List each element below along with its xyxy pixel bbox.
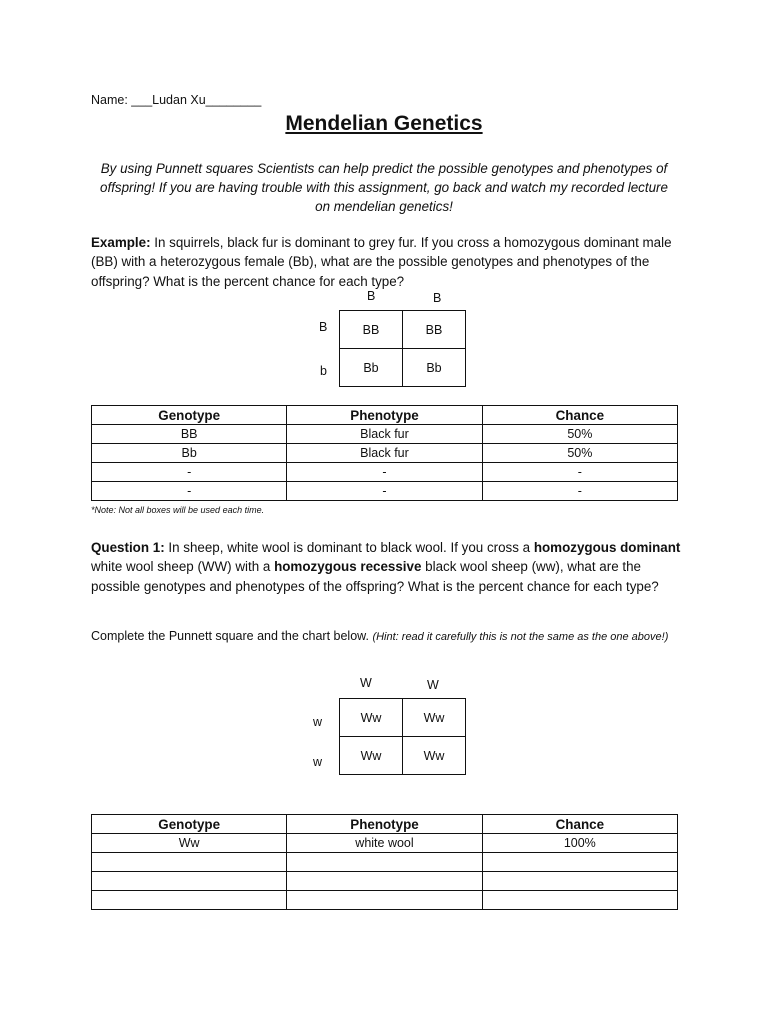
table-cell: -	[287, 482, 482, 501]
table-row	[92, 463, 678, 482]
genotype-header: Genotype	[92, 406, 287, 425]
table-row	[92, 834, 678, 853]
punnett-cell[interactable]: Ww	[403, 699, 466, 737]
punnett-cell: BB	[340, 311, 403, 349]
table-cell[interactable]: white wool	[287, 834, 482, 853]
hint-text: (Hint: read it carefully this is not the same as the one above!)	[372, 631, 669, 643]
intro-paragraph: By using Punnett squares Scientists can help predict the possible genotypes and phenotypes of offspring! If you are having trouble with this assignment, go back and watch my recorded lecture on mendelian genetics!	[100, 161, 668, 214]
punnett-side-allele-1: w	[313, 715, 323, 729]
punnett-top-allele-1: B	[367, 289, 376, 303]
punnett-cell: Bb	[403, 349, 466, 387]
table-cell: -	[287, 463, 482, 482]
table-row	[92, 891, 678, 910]
table-cell[interactable]	[92, 853, 287, 872]
table-header-row	[92, 406, 678, 425]
punnett-cell[interactable]: Ww	[340, 699, 403, 737]
page-title: Mendelian Genetics	[285, 112, 483, 135]
table-cell: -	[92, 482, 287, 501]
question1-text: In sheep, white wool is dominant to black wool. If you cross a	[164, 540, 534, 555]
example-paragraph	[91, 233, 683, 291]
table-cell: Black fur	[287, 425, 482, 444]
question1-text: white wool sheep (WW) with a	[91, 559, 275, 575]
table-cell: -	[92, 463, 287, 482]
table-cell[interactable]	[287, 872, 482, 891]
punnett-cell: BB	[403, 311, 466, 349]
example-text: In squirrels, black fur is dominant to grey fur. If you cross a homozygous dominant male (BB) with a heterozygous female (Bb), what are the possible genotypes and phenotypes of the offspring? What is the percent chance for each type?	[91, 235, 672, 289]
table-cell[interactable]	[287, 853, 482, 872]
table-cell[interactable]: 100%	[482, 834, 677, 853]
question1-genotype-table	[91, 814, 678, 910]
chance-header: Chance	[482, 406, 677, 425]
student-name-line: Name: ___Ludan Xu________	[91, 93, 262, 107]
question1-text: black wool sheep (ww), what are the possible genotypes and phenotypes of the offspring? What is the percent chance for each type?	[91, 559, 659, 594]
hint-paragraph	[91, 628, 681, 646]
question1-punnett-square	[339, 698, 466, 775]
table-row	[92, 444, 678, 463]
table-cell[interactable]	[287, 891, 482, 910]
punnett-side-allele-1: B	[319, 320, 328, 334]
table-cell[interactable]	[92, 872, 287, 891]
note-text: *Note: Not all boxes will be used each time.	[91, 505, 265, 515]
punnett-top-allele-2: B	[433, 291, 442, 305]
table-row	[92, 872, 678, 891]
question1-paragraph	[91, 538, 683, 596]
punnett-cell[interactable]: Ww	[403, 737, 466, 775]
table-cell: 50%	[482, 425, 677, 444]
table-cell: Bb	[92, 444, 287, 463]
punnett-side-allele-2: b	[320, 364, 327, 378]
table-cell[interactable]	[482, 891, 677, 910]
question1-bold-term: homozygous dominant	[533, 540, 681, 555]
punnett-top-allele-2: W	[427, 678, 439, 692]
phenotype-header: Phenotype	[287, 815, 482, 834]
example-genotype-table	[91, 405, 678, 501]
table-cell: -	[482, 463, 677, 482]
table-cell: -	[482, 482, 677, 501]
table-cell: Black fur	[287, 444, 482, 463]
chance-header: Chance	[482, 815, 677, 834]
table-header-row	[92, 815, 678, 834]
instruction-text: Complete the Punnett square and the chart below.	[91, 629, 373, 643]
example-label: Example:	[91, 235, 151, 250]
punnett-side-allele-2: w	[313, 755, 323, 769]
table-cell[interactable]: Ww	[92, 834, 287, 853]
genotype-header: Genotype	[92, 815, 287, 834]
phenotype-header: Phenotype	[287, 406, 482, 425]
punnett-top-allele-1: W	[360, 676, 372, 690]
punnett-cell: Bb	[340, 349, 403, 387]
question1-label: Question 1:	[91, 540, 165, 555]
table-row	[92, 853, 678, 872]
punnett-cell[interactable]: Ww	[340, 737, 403, 775]
table-cell: 50%	[482, 444, 677, 463]
table-cell[interactable]	[482, 872, 677, 891]
table-row	[92, 482, 678, 501]
table-cell[interactable]	[92, 891, 287, 910]
table-cell: BB	[92, 425, 287, 444]
table-cell[interactable]	[482, 853, 677, 872]
example-punnett-square	[339, 310, 466, 387]
question1-bold-term: homozygous recessive	[274, 559, 422, 575]
table-row	[92, 425, 678, 444]
